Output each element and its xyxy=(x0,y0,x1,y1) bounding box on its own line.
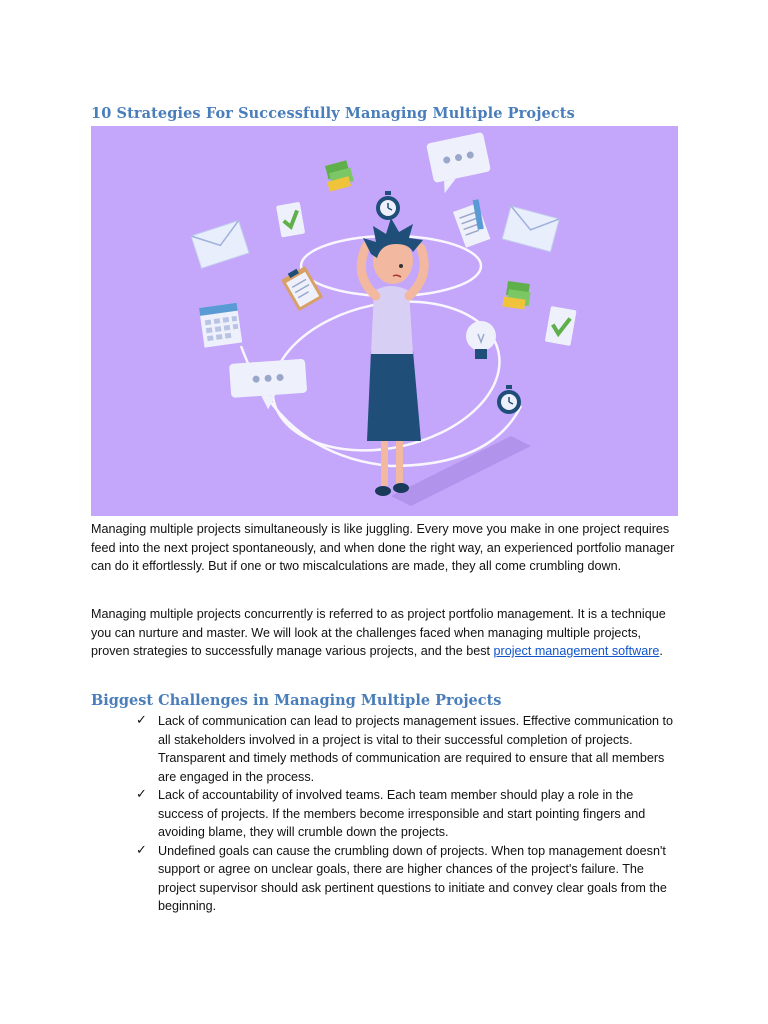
challenges-list xyxy=(136,712,681,916)
checkmark-icon: ✓ xyxy=(136,713,147,728)
figure-shadow xyxy=(391,436,531,506)
list-item-text: Lack of accountability of involved teams. Each team member should play a role in the success of projects. If the members become irresponsible and start pointing fingers and avoiding blame, they will crumble down the projects. xyxy=(158,788,646,839)
email-icon xyxy=(502,206,559,252)
list-item-text: Undefined goals can cause the crumbling down of projects. When top management doesn't support or agree on unclear goals, there are higher chances of the project's failure. The project supervisor should ask pertinent questions to initiate and convey clear goals from the beginning. xyxy=(158,843,667,913)
email-icon xyxy=(191,221,249,269)
alarm-clock-icon xyxy=(497,385,521,414)
challenges-heading: Biggest Challenges in Managing Multiple Projects xyxy=(91,692,502,709)
clipboard-icon xyxy=(280,264,323,311)
intro-paragraph-1: Managing multiple projects simultaneously is like juggling. Every move you make in one project requires feed into the next project spontaneously, and when done the right way, an experienced portfolio manager can do it effortlessly. But if one or two miscalculations are made, they all come crumbling down. xyxy=(91,522,675,573)
notepad-icon xyxy=(452,198,493,247)
checklist-icon xyxy=(276,202,305,238)
list-item xyxy=(136,786,681,842)
checkmark-icon: ✓ xyxy=(136,787,147,802)
chat-bubble-icon xyxy=(229,359,308,412)
intro-paragraph-2 xyxy=(91,605,681,661)
list-item xyxy=(136,712,681,786)
page-title: 10 Strategies For Successfully Managing Multiple Projects xyxy=(91,105,575,122)
money-stack-icon xyxy=(323,160,355,192)
calendar-icon xyxy=(199,303,242,348)
checkmark-icon: ✓ xyxy=(136,842,147,858)
project-management-software-link[interactable]: project management software xyxy=(493,644,660,658)
checklist-icon xyxy=(545,306,577,346)
hero-illustration xyxy=(91,126,678,516)
list-item xyxy=(136,842,681,916)
intro-paragraph-2-text: Managing multiple projects concurrently is referred to as project portfolio management. It is a technique you can nurture and master. We will look at the challenges faced when managing multiple projects, proven strategies to successfully manage various projects, and the best xyxy=(91,607,666,658)
intro-paragraph-2-end: . xyxy=(659,644,663,658)
chat-bubble-icon xyxy=(426,132,494,195)
money-stack-icon xyxy=(502,281,531,310)
lightbulb-icon xyxy=(466,321,496,359)
woman-figure xyxy=(361,218,424,496)
alarm-clock-icon xyxy=(376,191,400,220)
list-item-text: Lack of communication can lead to projects management issues. Effective communication to all stakeholders involved in a project is vital to their successful completion of projects. Transparent and timely methods of communication are required to ensure that all members are engaged in the process. xyxy=(158,714,673,784)
